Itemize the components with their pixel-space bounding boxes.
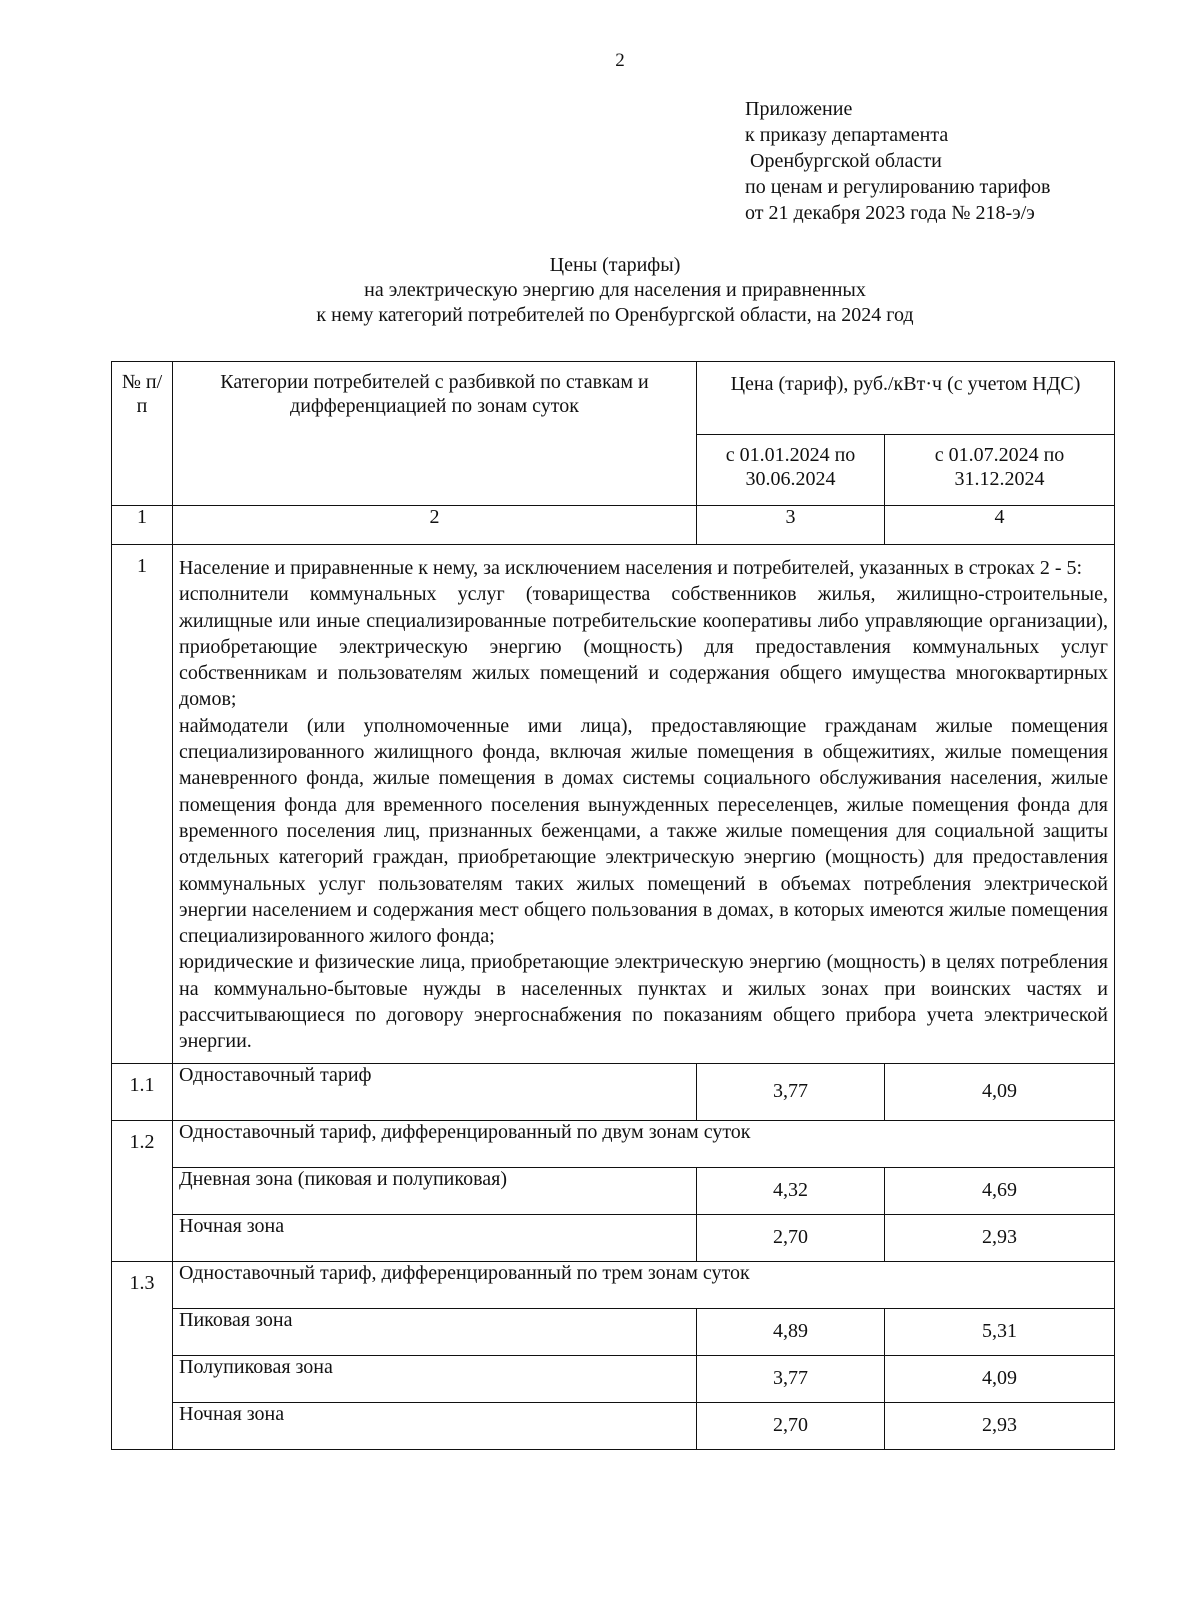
- table-row: [112, 1308, 1115, 1355]
- header-period-1: с 01.01.2024 по 30.06.2024: [697, 435, 885, 506]
- table-row: [112, 1167, 1115, 1214]
- value-period-2: 5,31: [885, 1308, 1115, 1355]
- description-paragraph: исполнители коммунальных услуг (товарищества собственников жилья, жилищно-строительные, жилищные или иные специализированные потребительские кооперативы либо управляющие организации), приобретающие электрическую энергию (мощность) для предоставления коммунальных услуг собственникам и пользователям жилых помещений и содержания общего имущества многоквартирных домов;: [179, 583, 1108, 711]
- tariff-table: [111, 361, 1115, 1450]
- value-period-2: 4,09: [885, 1063, 1115, 1120]
- header-price: Цена (тариф), руб./кВт·ч (с учетом НДС): [697, 362, 1115, 435]
- value-period-2: 4,09: [885, 1355, 1115, 1402]
- row-num: 1.3: [112, 1261, 173, 1449]
- column-index: 2: [173, 506, 697, 545]
- appendix-line: к приказу департамента: [745, 124, 949, 146]
- value-period-1: 4,32: [697, 1167, 885, 1214]
- table-row: [112, 1261, 1115, 1308]
- column-index: 3: [697, 506, 885, 545]
- table-row: [112, 1214, 1115, 1261]
- row-num: 1.2: [112, 1120, 173, 1261]
- value-period-2: 4,69: [885, 1167, 1115, 1214]
- column-index-row: [112, 506, 1115, 545]
- row-label: Одноставочный тариф: [173, 1063, 697, 1120]
- zone-label: Дневная зона (пиковая и полупиковая): [173, 1167, 697, 1214]
- table-row: [112, 1063, 1115, 1120]
- value-period-1: 2,70: [697, 1402, 885, 1449]
- table-row: [112, 1355, 1115, 1402]
- appendix-line: от 21 декабря 2023 года № 218-э/э: [745, 202, 1035, 224]
- header-num: № п/п: [112, 362, 173, 506]
- description-paragraph: наймодатели (или уполномоченные ими лица), предоставляющие гражданам жилые помещения специализированного жилищного фонда, включая жилые помещения в общежитиях, жилые помещения маневренного фонда, жилые помещения в домах системы социального обслуживания населения, жилые помещения фонда для временного поселения вынужденных переселенцев, жилые помещения фонда для временного поселения лиц, признанных беженцами, а также жилые помещения для социальной защиты отдельных категорий граждан, приобретающие электрическую энергию (мощность) для предоставления коммунальных услуг пользователям таких жилых помещений в объемах потребления электрической энергии населением и содержания мест общего пользования в домах, в которых имеются жилые помещения специализированного жилого фонда;: [179, 714, 1108, 948]
- page-number: 2: [615, 50, 625, 71]
- appendix-line: Оренбургской области: [750, 150, 942, 172]
- table-row: [112, 1120, 1115, 1167]
- zone-label: Пиковая зона: [173, 1308, 697, 1355]
- table-row: [112, 1402, 1115, 1449]
- column-index: 4: [885, 506, 1115, 545]
- description-paragraph: юридические и физические лица, приобретающие электрическую энергию (мощность) в целях потребления на коммунально-бытовые нужды в населенных пунктах и жилых зонах при воинских частях и рассчитывающиеся по договору энергоснабжения по показаниям общего прибора учета электрической энергии.: [179, 951, 1108, 1053]
- column-index: 1: [112, 506, 173, 545]
- header-period-2: с 01.07.2024 по 31.12.2024: [885, 435, 1115, 506]
- appendix-line: по ценам и регулированию тарифов: [745, 176, 1051, 198]
- value-period-2: 2,93: [885, 1214, 1115, 1261]
- row-num: 1: [112, 545, 173, 1064]
- title-line: к нему категорий потребителей по Оренбургской области, на 2024 год: [316, 304, 914, 326]
- value-period-1: 4,89: [697, 1308, 885, 1355]
- header-category: Категории потребителей с разбивкой по ставкам и дифференциацией по зонам суток: [173, 362, 697, 506]
- row-num: 1.1: [112, 1063, 173, 1120]
- value-period-1: 3,77: [697, 1063, 885, 1120]
- zone-label: Ночная зона: [173, 1402, 697, 1449]
- group-description: [173, 545, 1115, 1064]
- appendix-block: [745, 96, 1050, 226]
- table-row: [112, 545, 1115, 1064]
- row-label: Одноставочный тариф, дифференцированный по двум зонам суток: [173, 1120, 1115, 1167]
- description-paragraph: Население и приравненные к нему, за исключением населения и потребителей, указанных в строках 2 - 5:: [179, 557, 1083, 579]
- zone-label: Полупиковая зона: [173, 1355, 697, 1402]
- value-period-1: 2,70: [697, 1214, 885, 1261]
- title-line: на электрическую энергию для населения и приравненных: [364, 279, 866, 301]
- table-header-row: [112, 362, 1115, 435]
- value-period-1: 3,77: [697, 1355, 885, 1402]
- document-title: [110, 253, 1120, 328]
- row-label: Одноставочный тариф, дифференцированный по трем зонам суток: [173, 1261, 1115, 1308]
- zone-label: Ночная зона: [173, 1214, 697, 1261]
- appendix-line: Приложение: [745, 98, 853, 120]
- value-period-2: 2,93: [885, 1402, 1115, 1449]
- title-line: Цены (тарифы): [549, 254, 681, 276]
